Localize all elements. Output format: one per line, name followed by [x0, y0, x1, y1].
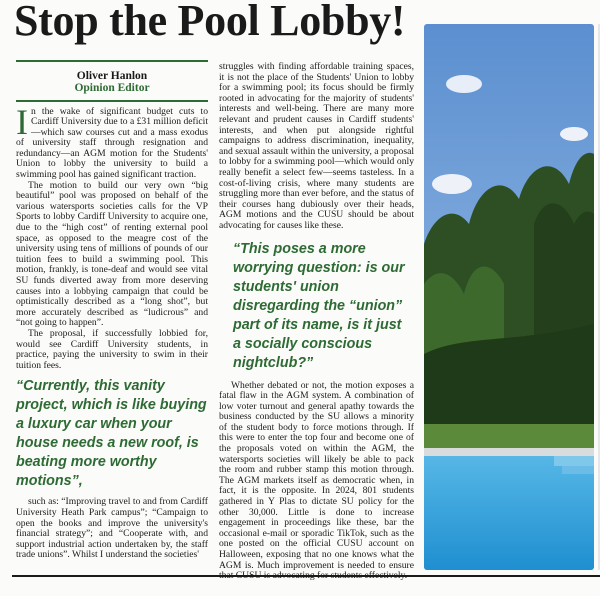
article-column-2	[219, 62, 414, 582]
paragraph: The proposal, if successfully lobbied for, would see Cardiff University students, in practice, paying the university to swim in their tuition fees.	[16, 327, 208, 371]
article-column-1	[16, 62, 208, 561]
paragraph-text: n the wake of significant budget cuts to Cardiff University due to a £31 million deficit—which saw courses cut and a mass exodus of university staff through resignation and redundancy—an AGM motion for the Students' Union to lobby the university to build a swimming pool has gained significant traction.	[16, 105, 209, 181]
paragraph: struggles with finding affordable training spaces, it is not the place of the Students' Union to lobby for a swimming pool; its focus should be firmly rooted in advocating for the majority of students' interests and well-being. There are many more relevant and prudent causes in Cardiff students' interests, and when put alongside rightful campaigns to address discrimination, inequality, and sexual assault within the university, a proposal to lobby for a swimming pool—which would only really benefit a select few—seems tasteless. In a cost-of-living crisis, where many students are struggling more than ever before, and the status of their courses hang dubiously over their heads, AGM motions and the CUSU should be about advocating for causes like these.	[219, 61, 414, 231]
byline-bottom-rule	[16, 100, 208, 102]
author-name: Oliver Hanlon	[76, 70, 148, 82]
pool-photo	[424, 24, 594, 570]
paragraph	[16, 101, 209, 181]
headline: Stop the Pool Lobby!	[14, 0, 406, 45]
paragraph: The motion to build our very own “big beautiful” pool was proposed on behalf of the various watersports societies calls for the VP Sports to lobby Cardiff University to acquire one, due to the “high cost” of renting external pool space, as opposed to the meagre cost of the university using tens of millions of pounds of our tuition fees to build a swimming pool. This motion, frankly, is tone-deaf and would see vital SU funds diverted away from more deserving causes into a lobbying campaign that could be optimistically described as a “long shot”, but more accurately described as “ludicrous” and “not going to happen”.	[16, 179, 208, 329]
drop-cap: I	[16, 101, 28, 142]
author-role: Opinion Editor	[74, 82, 150, 94]
pull-quote: “This poses a more worrying question: is our students' union disregarding the “union” part of its name, is it just a socially conscious nightclub?”	[233, 240, 405, 371]
pull-quote: “Currently, this vanity project, which is like buying a luxury car when your house needs a new roof, is beating more worthy motions”,	[16, 378, 207, 490]
paragraph: Whether debated or not, the motion exposes a fatal flaw in the AGM system. A combination of low voter turnout and general apathy towards the business conducted by the SU allows a minority of the student body to force motions through. If this were to enter the top four and become one of the proposals voted on within the AGM, the watersports societies will likely be able to pack the room and rubber stamp this motion through. The AGM markets itself as democratic when, in fact, it is the opposite. In 2024, 801 students gathered in Y Plas to dictate SU policy for the other 30,000. Little is done to increase engagement in proceedings like these, bar the occasional e-mail or sporadic TikTok, such as the one posted on the official CUSU account on Halloween, exposing that no one knows what the AGM is. Much improvement is needed to ensure	[219, 379, 414, 571]
paragraph: such as: “Improving travel to and from Cardiff University Heath Park campus”; “Campaign to open the books and improve the university's financial strategy”; and “Cooperate with, and support industrial action undertaken by, the staff trade unions”. Whilst I understand the societies'	[16, 496, 208, 561]
byline	[16, 70, 208, 94]
bottom-rule	[12, 575, 600, 577]
